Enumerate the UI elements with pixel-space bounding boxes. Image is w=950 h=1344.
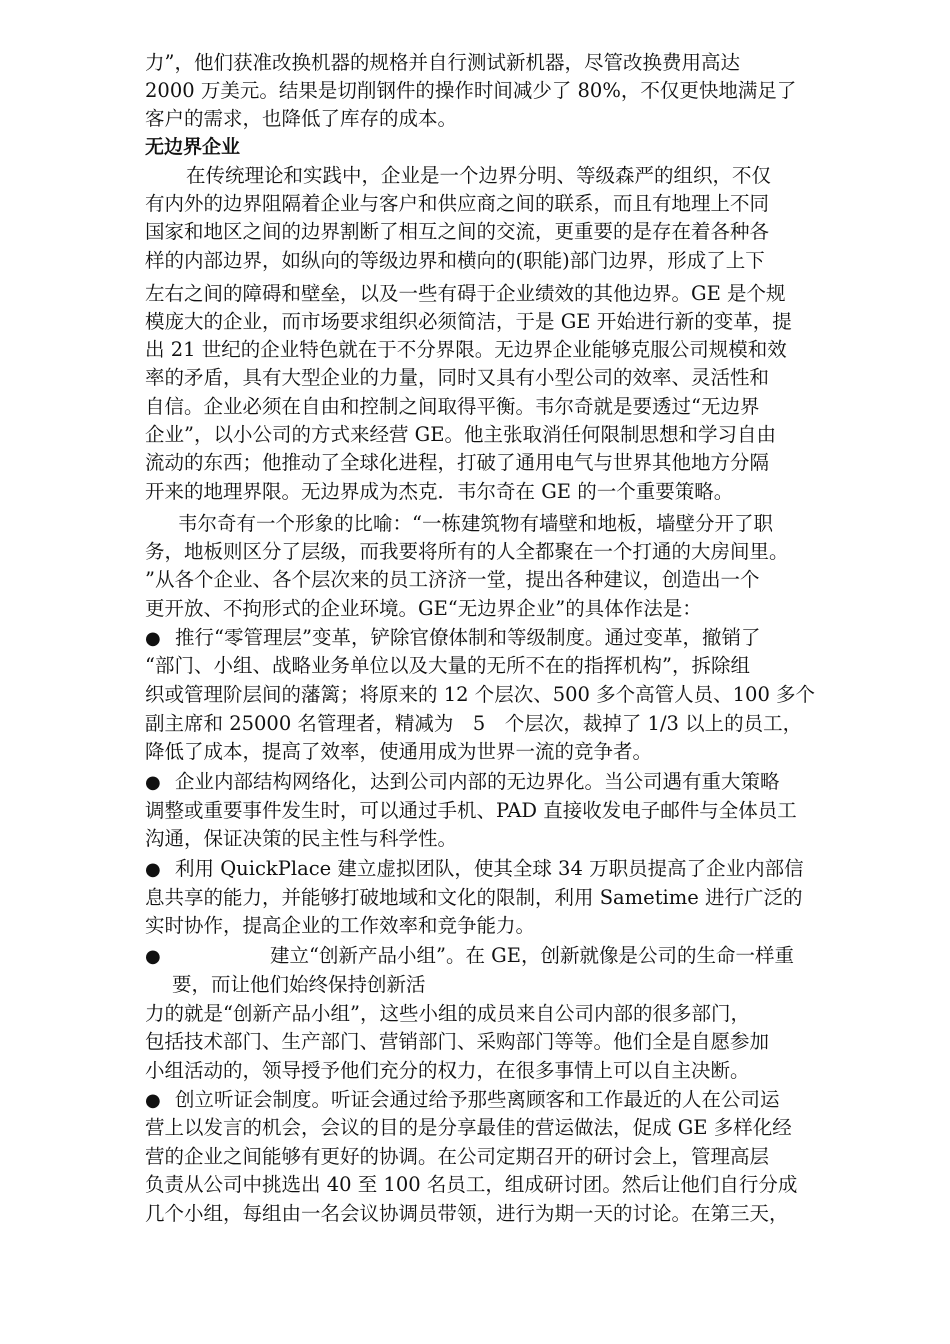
text-line: 实时协作，提高企业的工作效率和竞争能力。 — [145, 914, 536, 937]
text-line: 开来的地理界限。无边界成为杰克．韦尔奇在 GE 的一个重要策略。 — [145, 480, 734, 503]
bullet-icon: ● — [145, 946, 161, 967]
text-line: 流动的东西；他推动了全球化进程，打破了通用电气与世界其他地方分隔 — [145, 451, 770, 474]
text-line: 国家和地区之间的边界割断了相互之间的交流，更重要的是存在着各种各 — [145, 220, 770, 243]
text-line: 营上以发言的机会，会议的目的是分享最佳的营运做法，促成 GE 多样化经 — [145, 1116, 792, 1139]
list-item — [145, 855, 804, 883]
text-line: 调整或重要事件发生时，可以通过手机、PAD 直接收发电子邮件与全体员工 — [145, 799, 797, 822]
text-line: 企业”，以小公司的方式来经营 GE。他主张取消任何限制思想和学习自由 — [145, 423, 776, 446]
text-line: 要，而让他们始终保持创新活 — [172, 973, 426, 996]
text-line: 有内外的边界阻隔着企业与客户和供应商之间的联系，而且有地理上不同 — [145, 192, 770, 215]
text-line: 几个小组，每组由一名会议协调员带领，进行为期一天的讨论。在第三天， — [145, 1202, 789, 1225]
text-line: 自信。企业必须在自由和控制之间取得平衡。韦尔奇就是要透过“无边界 — [145, 395, 760, 418]
bullet-icon: ● — [145, 859, 161, 880]
text-line: 织或管理阶层间的藩篱；将原来的 12 个层次、500 多个高管人员、100 多个 — [145, 683, 816, 706]
text-line: 建立“创新产品小组”。在 GE，创新就像是公司的生命一样重 — [270, 944, 794, 967]
text-line: 息共享的能力，并能够打破地域和文化的限制，利用 Sametime 进行广泛的 — [145, 886, 803, 909]
text-line: 推行“零管理层”变革，铲除官僚体制和等级制度。通过变革，撤销了 — [175, 626, 761, 649]
list-item — [145, 624, 760, 652]
text-line: 2000 万美元。结果是切削钢件的操作时间减少了 80%，不仅更快地满足了 — [145, 79, 797, 102]
bullet-icon: ● — [145, 772, 161, 793]
text-line: 出 21 世纪的企业特色就在于不分界限。无边界企业能够克服公司规模和效 — [145, 338, 787, 361]
text-line: 韦尔奇有一个形象的比喻：“一栋建筑物有墙壁和地板，墙壁分开了职 — [178, 512, 773, 535]
text-line: 力”，他们获准改换机器的规格并自行测试新机器，尽管改换费用高达 — [145, 51, 740, 74]
bullet-icon: ● — [145, 628, 161, 649]
text-line: ”从各个企业、各个层次来的员工济济一堂，提出各种建议，创造出一个 — [145, 568, 760, 591]
bullet-icon: ● — [145, 1090, 161, 1111]
text-line: 率的矛盾，具有大型企业的力量，同时又具有小型公司的效率、灵活性和 — [145, 366, 770, 389]
text-line: 样的内部边界，如纵向的等级边界和横向的(职能)部门边界，形成了上下 — [145, 249, 765, 272]
text-line: 左右之间的障碍和壁垒，以及一些有碍于企业绩效的其他边界。GE 是个规 — [145, 282, 786, 305]
text-line: “部门、小组、战略业务单位以及大量的无所不在的指挥机构”，拆除组 — [145, 654, 750, 677]
text-line: 包括技术部门、生产部门、营销部门、采购部门等等。他们全是自愿参加 — [145, 1030, 770, 1053]
list-item — [145, 1086, 780, 1114]
text-line: 小组活动的，领导授予他们充分的权力，在很多事情上可以自主决断。 — [145, 1059, 750, 1082]
text-line: 客户的需求，也降低了库存的成本。 — [145, 107, 458, 130]
text-line: 创立听证会制度。听证会通过给予那些离顾客和工作最近的人在公司运 — [175, 1088, 780, 1111]
list-item — [145, 942, 794, 970]
text-line: 营的企业之间能够有更好的协调。在公司定期召开的研讨会上，管理高层 — [145, 1145, 770, 1168]
list-item — [145, 768, 780, 796]
text-line: 副主席和 25000 名管理者，精减为 5 个层次，裁掉了 1/3 以上的员工， — [145, 712, 803, 735]
text-line: 在传统理论和实践中，企业是一个边界分明、等级森严的组织，不仅 — [186, 164, 772, 187]
text-line: 务，地板则区分了层级，而我要将所有的人全都聚在一个打通的大房间里。 — [145, 540, 789, 563]
text-line: 企业内部结构网络化，达到公司内部的无边界化。当公司遇有重大策略 — [175, 770, 780, 793]
text-line: 降低了成本，提高了效率，使通用成为世界一流的竞争者。 — [145, 740, 653, 763]
section-heading: 无边界企业 — [145, 136, 241, 158]
text-line: 沟通，保证决策的民主性与科学性。 — [145, 827, 458, 850]
text-line: 更开放、不拘形式的企业环境。GE“无边界企业”的具体作法是： — [145, 597, 702, 620]
text-line: 负责从公司中挑选出 40 至 100 名员工，组成研讨团。然后让他们自行分成 — [145, 1173, 798, 1196]
text-line: 模庞大的企业，而市场要求组织必须简洁，于是 GE 开始进行新的变革，提 — [145, 310, 792, 333]
text-line: 利用 QuickPlace 建立虚拟团队，使其全球 34 万职员提高了企业内部信 — [175, 857, 804, 880]
text-line: 力的就是“创新产品小组”，这些小组的成员来自公司内部的很多部门， — [145, 1002, 750, 1025]
